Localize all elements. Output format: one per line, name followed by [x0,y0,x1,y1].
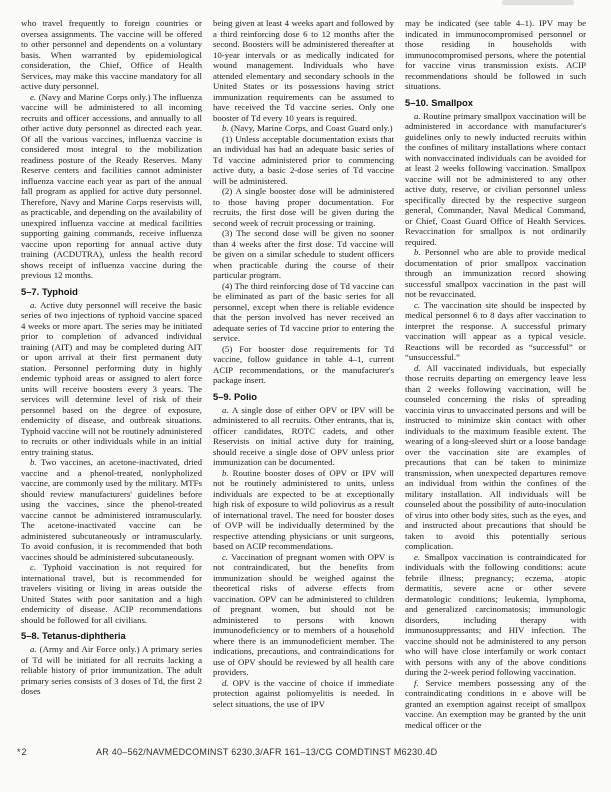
paragraph: (1) Unless acceptable documentation exists that an individual has had an adequate basic series of Td vaccine administered prior to commencing active duty, a basic 2-dose series of Td vaccine will be administered. [213,133,394,186]
paragraph-lead: a. [30,644,40,654]
section-heading: 5–10. Smallpox [405,96,473,108]
paragraph-lead: a. [30,299,41,310]
paragraph: a. Active duty personnel will receive the basic series of two injections of typhoid vaccine spaced 4 weeks or more apart. The series may be initiated prior to completion of advanced individual training (AIT) and may be completed during AIT or upon arrival at their first permanent duty station. Personnel performing duty in highly endemic typhoid areas or assigned to alert force units will receive boosters every 3 years. The services will determine level of risk of their personnel based on the degree of exposure, endemicity of disease, and outbreak situations. Typhoid vaccine will not be routinely administered to recruits or other individuals while in an initial entry training status. [21,299,202,457]
footer-doc-id: AR 40–562/NAVMEDCOMINST 6230.3/AFR 161–13/CG COMDTINST M6230.4D [96,747,438,757]
document-text-columns [21,18,587,730]
paragraph-lead: f. [414,677,426,688]
paragraph: e. Smallpox vaccination is contraindicated for individuals with the following conditions: acute febrile illness; pregnancy; eczema, atopic dermatitis, severe acne or other severe dermatologic conditions; leukemia, lymphoma, and generalized carcinomatosis; immunologic disorders, including therapy with immunosuppressants; and HIV infection. The vaccine should not be administered to any person who will have close interfamily or work contact with persons with any of the above conditions during the 2-week period following vaccination. [405,551,586,677]
paragraph: e. (Navy and Marine Corps only.) The influenza vaccine will be administered to all incoming recruits and officer accessions, and annually to all other active duty personnel as directed each year. Of all the various vaccines, influenza vaccine is considered most integral to the mobilization readiness posture of the Ready Reserves. Many Reserve centers and facilities cannot administer influenza vaccine each year as part of the annual fall program as applied for active duty personnel. Therefore, Navy and Marine Corps reservists will, as practicable, and depending on the availability of unexpired influenza vaccine at medical facilities supporting gaining commands, receive influenza vaccine upon reporting for annual active duty training (ACDUTRA), unless the health record shows receipt of influenza vaccine during the previous 12 months. [21,91,202,280]
text-column-middle [213,18,394,730]
paragraph: f. Service members possessing any of the contraindicating conditions in e above will be granted an exemption against receipt of smallpox vaccine. An exemption may be granted by the unit medical officer or the [405,677,587,730]
paragraph: may be indicated (see table 4–1). IPV may be indicated in immunocompromised personnel or those residing in households with immunocompromised persons, where the potential for vaccine virus transmission exists. ACIP recommendations should be followed in such situations. [405,18,586,91]
paragraph-lead: b. [30,457,41,467]
paragraph: (3) The second dose will be given no sooner than 4 weeks after the first dose. Td vaccine will be given on a similar schedule to student officers when practicable during the course of their particular program. [213,228,394,280]
paragraph-lead: e. [414,551,425,562]
paragraph: who travel frequently to foreign countries or oversea assignments. The vaccine will be offered to other personnel and dependents on a voluntary basis. When warranted by epidemiological consideration, the Chief, Office of Health Services, may make this vaccine mandatory for all active duty personnel. [21,18,202,91]
page-number: *2 [17,747,28,757]
paragraph: c. Vaccination of pregnant women with OPV is not contraindicated, but the benefits from immunization should be weighed against the theoretical risks of adverse effects from vaccination. OPV can be administered to children of pregnant women, but should not be administered to persons with known immunodeficiency or to members of a household where there is an immunodeficient member. The indications, precautions, and contraindications for use of OPV should be reviewed by all health care providers. [213,551,394,677]
paragraph: (2) A single booster dose will be administered to those having proper documentation. For recruits, the first dose will be given during the second week of recruit processing or training. [213,186,395,228]
paragraph-lead: (4) [222,280,235,291]
section-heading: 5–7. Typhoid [21,285,78,297]
scan-artifact [502,0,574,5]
paragraph-lead: (2) [222,186,236,196]
text-column-left [21,18,202,730]
section-heading: 5–9. Polio [213,390,257,402]
paragraph: d. All vaccinated individuals, but especially those recruits departing on emergency leave less than 2 weeks following vaccination, will be counseled concerning the risks of spreading vaccinia virus to unvaccinated persons and will be instructed to minimize skin contact with other individuals to the maximum feasible extent. The wearing of a long-sleeved shirt or a loose bandage over the vaccination site are examples of precautions that can be taken to minimize transmission, when unexpected departures remove an individual from within the confines of the military installation. All individuals will be counseled about the possibility of auto-inoculation of virus into other body sites, such as the eyes, and and instructed about precautions that should be taken to avoid this potentially serious complication. [405,362,587,551]
paragraph-lead: d. [222,677,233,688]
paragraph: (5) For booster dose requirements for Td vaccine, follow guidance in table 4–1, current ACIP recommendations, or the manufacturer's package insert. [213,343,394,385]
paragraph-lead: (1) [222,133,236,144]
paragraph: b. (Navy, Marine Corps, and Coast Guard only.) [222,123,393,133]
paragraph: being given at least 4 weeks apart and followed by a third reinforcing dose 6 to 12 months after the second. Boosters will be administered thereafter at 10-year intervals or as medically indicated for wound management. Individuals who have attended elementary and secondary schools in the United States or its possessions having strict immunization requirements can be assumed to have received the Td vaccine series. Only one booster of Td every 10 years is required. [213,18,394,123]
section-heading: 5–8. Tetanus-diphtheria [21,630,126,641]
paragraph: a. A single dose of either OPV or IPV will be administered to all recruits. Other entrants, that is, officer candidates, ROTC cadets, and other Reservists on initial active duty for training, should receive a single dose of OPV unless prior immunization can be documented. [213,404,394,467]
paragraph-lead: b. [222,123,231,133]
paragraph-lead: (3) [222,228,237,238]
paragraph-lead: c. [414,299,424,310]
paragraph-lead: e. [30,91,39,102]
text-column-right [405,18,586,730]
paragraph-lead: d. [414,362,427,373]
paragraph-lead: a. [414,110,424,121]
paragraph: b. Two vaccines, an acetone-inactivated, dried vaccine and a phenol-treated, nonlypholized vaccine, are commonly used by the military. MTFs should review manufacturers' guidelines before using the vaccines, since the phenol-treated vaccine cannot be administered intramuscularly. The acetone-inactivated vaccine can be administered subcutaneously or intramuscularly. To avoid confusion, it is recommended that both vaccines should be administered subcutaneously. [21,457,202,562]
paragraph: c. Typhoid vaccination is not required for international travel, but is recommended for travelers visiting or living in areas outside the United States with poor sanitation and a high endemicity of disease. ACIP recommendations should be followed for all civilians. [21,562,202,625]
paragraph-lead: c. [222,551,232,562]
page-footer [0,747,611,761]
paragraph: d. OPV is the vaccine of choice if immediate protection against poliomyelitis is needed. In select situations, the use of IPV [213,677,394,709]
paragraph-lead: a. [222,404,233,415]
paragraph-lead: (5) [222,343,240,354]
paragraph: a. (Army and Air Force only.) A primary series of Td will be initiated for all recruits lacking a reliable history of prior immunization. The adult primary series consists of 3 doses of Td, the first 2 doses [21,644,202,696]
paragraph: (4) The third reinforcing dose of Td vaccine can be eliminated as part of the basic series for all personnel, except when there is reliable evidence that the person involved has never received an adequate series of Td vaccine prior to entering the service. [213,280,395,343]
paragraph-lead: c. [30,562,43,572]
paragraph: b. Personnel who are able to provide medical documentation of prior smallpox vaccination through an immunization record showing successful smallpox vaccination in the past will not be revaccinated. [405,247,586,299]
paragraph-lead: b. [222,467,233,478]
paragraph-lead: b. [414,247,425,257]
paragraph: a. Routine primary smallpox vaccination will be administered in accordance with manufacturer's guidelines only to newly inducted recruits within the confines of military installations where contact with nonvaccinated individuals can be avoided for at least 2 weeks following vaccination. Smallpox vaccine will not be administered to any other active duty, reserve, or civilian personnel unless specifically directed by the respective surgeon general, Commander, Naval Medical Command, or Chief, Coast Guard Office of Health Services. Revaccination for smallpox is not ordinarily required. [405,110,587,247]
paragraph: b. Routine booster doses of OPV or IPV will not be routinely administered to units, unless individuals are expected to be at exceptionally high risk of exposure to wild poliovirus as a result of international travel. The need for booster doses of OVP will be individually determined by the respective attending physicians or unit surgeons, based on ACIP recommendations. [213,467,395,551]
paragraph: c. The vaccination site should be inspected by medical personnel 6 to 8 days after vaccination to interpret the response. A successful primary vaccination will appear as a typical vesicle. Reactions will be recorded as “successful” or “unsuccessful.” [405,299,586,362]
